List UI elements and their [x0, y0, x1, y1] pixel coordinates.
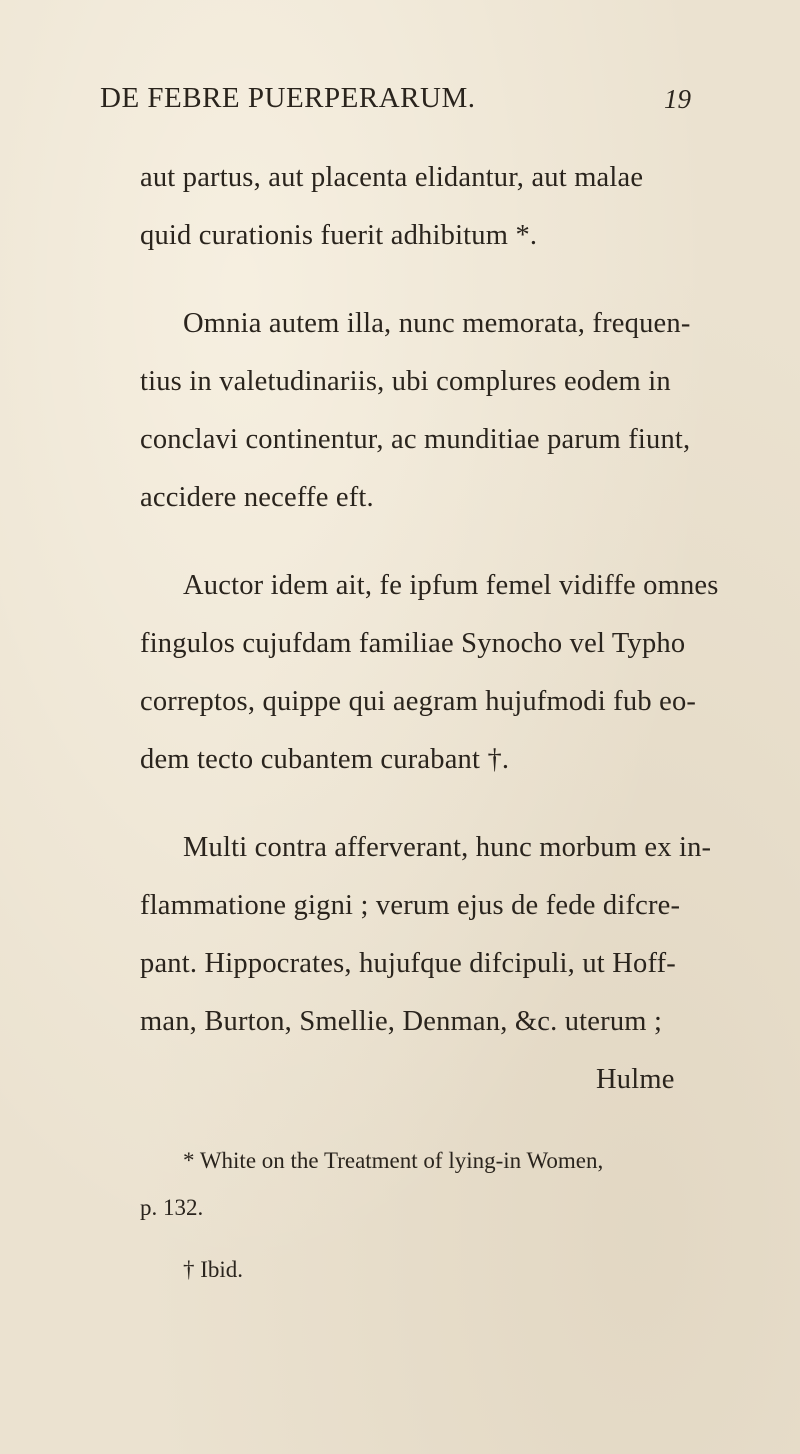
running-title: DE FEBRE PUERPERARUM. [100, 82, 476, 114]
footnote-line: p. 132. [140, 1195, 204, 1220]
text-line: fingulos cujufdam familiae Synocho vel Typho [140, 628, 686, 659]
catchword: Hulme [596, 1064, 675, 1095]
text-line: quid curationis fuerit adhibitum *. [140, 220, 538, 251]
text-line: Auctor idem ait, fe ipfum femel vidiffe omnes [183, 570, 719, 601]
text-line: conclavi continentur, ac munditiae parum fiunt, [140, 424, 691, 455]
text-line: correptos, quippe qui aegram hujufmodi fub eo- [140, 686, 697, 717]
text-line: tius in valetudinariis, ubi complures eodem in [140, 366, 671, 397]
text-line: accidere neceffe eft. [140, 482, 374, 513]
text-line: pant. Hippocrates, hujufque difcipuli, ut Hoff- [140, 948, 676, 979]
text-line: man, Burton, Smellie, Denman, &c. uterum ; [140, 1006, 663, 1037]
text-line: dem tecto cubantem curabant †. [140, 744, 510, 775]
footnote-line: * White on the Treatment of lying-in Women, [183, 1148, 604, 1173]
text-line: aut partus, aut placenta elidantur, aut malae [140, 162, 644, 193]
text-line: Multi contra afferverant, hunc morbum ex in- [183, 832, 712, 863]
text-line: Omnia autem illa, nunc memorata, frequen- [183, 308, 691, 339]
page-number: 19 [664, 84, 691, 114]
text-line: flammatione gigni ; verum ejus de fede difcre- [140, 890, 681, 921]
footnote-line: † Ibid. [183, 1257, 244, 1282]
